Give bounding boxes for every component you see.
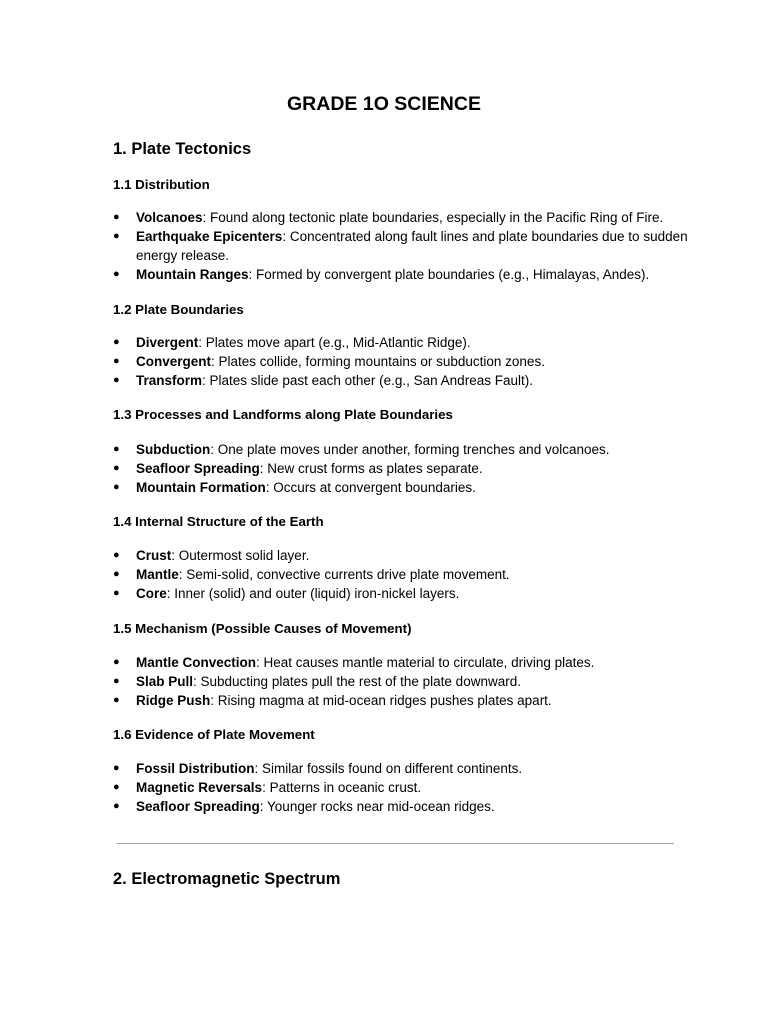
list-item xyxy=(113,778,693,797)
definition: : Plates collide, forming mountains or subduction zones. xyxy=(211,354,545,369)
term: Seafloor Spreading xyxy=(136,799,260,814)
term: Slab Pull xyxy=(136,674,194,689)
definition: : Semi-solid, convective currents drive plate movement. xyxy=(178,567,510,582)
term: Seafloor Spreading xyxy=(136,461,260,476)
definition: : One plate moves under another, forming trenches and volcanoes. xyxy=(210,442,610,457)
list-item xyxy=(113,227,693,265)
term: Core xyxy=(136,586,167,601)
definition: : Plates slide past each other (e.g., San Andreas Fault). xyxy=(202,373,533,388)
bullet-icon: ● xyxy=(113,656,120,668)
bullet-icon: ● xyxy=(113,587,120,599)
term: Ridge Push xyxy=(136,693,211,708)
list-item xyxy=(113,584,693,603)
definition: : Similar fossils found on different continents. xyxy=(254,761,523,776)
term: Magnetic Reversals xyxy=(136,780,263,795)
bullet-icon: ● xyxy=(113,268,120,280)
definition: : Subducting plates pull the rest of the plate downward. xyxy=(193,674,521,689)
bullet-icon: ● xyxy=(113,336,120,348)
mechanism-list xyxy=(113,653,693,710)
term: Transform xyxy=(136,373,203,388)
distribution-list xyxy=(113,208,693,284)
bullet-icon: ● xyxy=(113,800,120,812)
list-item xyxy=(113,352,693,371)
processes-list xyxy=(113,440,693,497)
definition: : Concentrated along fault lines and plate boundaries due to sudden energy release. xyxy=(136,229,688,263)
list-item xyxy=(113,265,693,284)
horizontal-rule xyxy=(117,843,674,844)
list-item xyxy=(113,565,693,584)
definition: : New crust forms as plates separate. xyxy=(259,461,483,476)
definition: : Inner (solid) and outer (liquid) iron-nickel layers. xyxy=(166,586,460,601)
list-item xyxy=(113,459,693,478)
definition: : Occurs at convergent boundaries. xyxy=(265,480,476,495)
term: Mountain Formation xyxy=(136,480,266,495)
subsection-heading-internal-structure: 1.4 Internal Structure of the Earth xyxy=(113,514,324,529)
definition: : Heat causes mantle material to circulate, driving plates. xyxy=(256,655,595,670)
bullet-icon: ● xyxy=(113,694,120,706)
term: Earthquake Epicenters xyxy=(136,229,283,244)
bullet-icon: ● xyxy=(113,568,120,580)
bullet-icon: ● xyxy=(113,355,120,367)
bullet-icon: ● xyxy=(113,762,120,774)
term: Crust xyxy=(136,548,172,563)
list-item xyxy=(113,653,693,672)
term: Mountain Ranges xyxy=(136,267,249,282)
term: Subduction xyxy=(136,442,211,457)
list-item xyxy=(113,546,693,565)
evidence-list xyxy=(113,759,693,816)
definition: : Found along tectonic plate boundaries, especially in the Pacific Ring of Fire. xyxy=(202,210,664,225)
bullet-icon: ● xyxy=(113,211,120,223)
subsection-heading-evidence: 1.6 Evidence of Plate Movement xyxy=(113,727,315,742)
term: Volcanoes xyxy=(136,210,203,225)
definition: : Younger rocks near mid-ocean ridges. xyxy=(259,799,495,814)
document-title: GRADE 1O SCIENCE xyxy=(287,93,481,115)
definition: : Outermost solid layer. xyxy=(171,548,310,563)
term: Divergent xyxy=(136,335,199,350)
definition: : Rising magma at mid-ocean ridges pushes plates apart. xyxy=(210,693,552,708)
bullet-icon: ● xyxy=(113,374,120,386)
term: Mantle Convection xyxy=(136,655,257,670)
bullet-icon: ● xyxy=(113,443,120,455)
list-item xyxy=(113,759,693,778)
definition: : Plates move apart (e.g., Mid-Atlantic Ridge). xyxy=(198,335,471,350)
section-heading-electromagnetic-spectrum: 2. Electromagnetic Spectrum xyxy=(113,870,341,888)
list-item xyxy=(113,672,693,691)
bullet-icon: ● xyxy=(113,230,120,242)
definition: : Formed by convergent plate boundaries (e.g., Himalayas, Andes). xyxy=(248,267,650,282)
list-item xyxy=(113,208,693,227)
list-item xyxy=(113,333,693,352)
term: Fossil Distribution xyxy=(136,761,255,776)
bullet-icon: ● xyxy=(113,549,120,561)
list-item xyxy=(113,371,693,390)
list-item xyxy=(113,478,693,497)
internal-structure-list xyxy=(113,546,693,603)
definition: : Patterns in oceanic crust. xyxy=(262,780,422,795)
list-item xyxy=(113,440,693,459)
bullet-icon: ● xyxy=(113,481,120,493)
bullet-icon: ● xyxy=(113,781,120,793)
subsection-heading-mechanism: 1.5 Mechanism (Possible Causes of Movement) xyxy=(113,621,412,636)
bullet-icon: ● xyxy=(113,462,120,474)
term: Mantle xyxy=(136,567,179,582)
subsection-heading-plate-boundaries: 1.2 Plate Boundaries xyxy=(113,302,244,317)
subsection-heading-distribution: 1.1 Distribution xyxy=(113,177,210,192)
section-heading-plate-tectonics: 1. Plate Tectonics xyxy=(113,140,252,158)
term: Convergent xyxy=(136,354,212,369)
plate-boundaries-list xyxy=(113,333,693,390)
list-item xyxy=(113,797,693,816)
list-item xyxy=(113,691,693,710)
bullet-icon: ● xyxy=(113,675,120,687)
subsection-heading-processes-landforms: 1.3 Processes and Landforms along Plate Boundaries xyxy=(113,407,453,422)
